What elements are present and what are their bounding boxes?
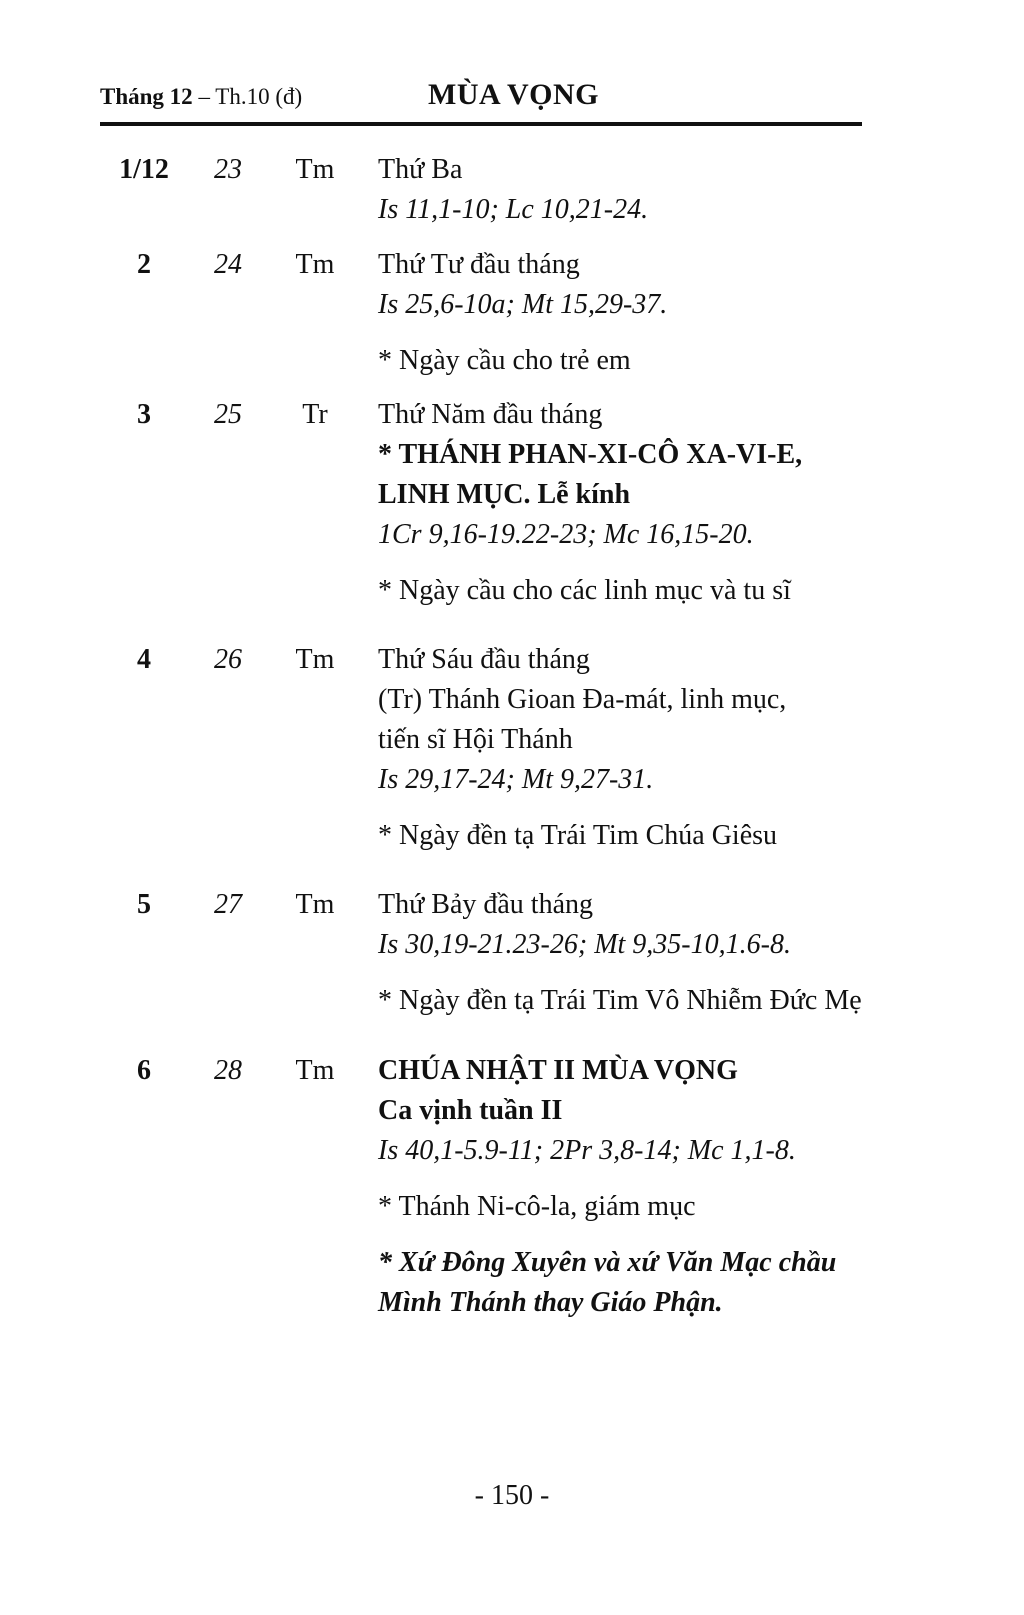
entry-lunar-date: 25 [214,399,242,430]
entry-liturgical-color: Tm [295,644,335,675]
entry-readings: Is 30,19-21.23-26; Mt 9,35-10,1.6-8. [378,929,791,960]
entry-readings: Is 29,17-24; Mt 9,27-31. [378,764,654,795]
entry-feast-title-cont: LINH MỤC. Lễ kính [378,479,631,510]
entry-body [378,247,898,383]
entry-announcement: * Xứ Đông Xuyên và xứ Văn Mạc chầu [378,1247,837,1278]
entry-day: Thứ Ba [378,154,463,185]
entry-date: 6 [137,1055,151,1086]
entry-note: * Ngày đền tạ Trái Tim Vô Nhiễm Đức Mẹ [378,985,862,1016]
entry-day: Thứ Sáu đầu tháng [378,644,590,675]
entry-day: Thứ Năm đầu tháng [378,399,603,430]
entry-note: * Ngày cầu cho các linh mục và tu sĩ [378,575,791,606]
entry-day: Thứ Bảy đầu tháng [378,889,594,920]
entry-readings: Is 11,1-10; Lc 10,21-24. [378,194,649,225]
entry-lunar-date: 24 [214,249,242,280]
month-label: Tháng 12 [100,84,193,109]
entry-date: 5 [137,889,151,920]
entry-announcement-cont: Mình Thánh thay Giáo Phận. [378,1287,723,1318]
entry-day: Thứ Tư đầu tháng [378,249,580,280]
entry-body [378,1053,898,1325]
entry-date: 3 [137,399,151,430]
entry-note: * Thánh Ni-cô-la, giám mục [378,1191,696,1222]
entry-lunar-date: 27 [214,889,242,920]
entry-psalter: Ca vịnh tuần II [378,1095,563,1126]
header-month [100,84,302,110]
entry-feast-title: * THÁNH PHAN-XI-CÔ XA-VI-E, [378,439,803,470]
page-title: MÙA VỌNG [428,78,599,111]
entry-body [378,887,898,1023]
entry-memorial-cont: tiến sĩ Hội Thánh [378,724,573,755]
entry-liturgical-color: Tm [295,1055,335,1086]
entry-lunar-date: 23 [214,154,242,185]
lunar-month-label: – Th.10 (đ) [198,84,303,109]
entry-body [378,152,898,232]
entry-readings: Is 25,6-10a; Mt 15,29-37. [378,289,668,320]
entry-date: 2 [137,249,151,280]
entry-date: 4 [137,644,151,675]
entry-day: CHÚA NHẬT II MÙA VỌNG [378,1055,738,1086]
entry-memorial: (Tr) Thánh Gioan Đa-mát, linh mục, [378,684,787,715]
entry-liturgical-color: Tm [295,249,335,280]
entry-date: 1/12 [119,154,169,185]
header-divider [100,122,862,126]
entry-liturgical-color: Tr [302,399,328,430]
entry-note: * Ngày đền tạ Trái Tim Chúa Giêsu [378,820,778,851]
entry-lunar-date: 26 [214,644,242,675]
entry-liturgical-color: Tm [295,154,335,185]
entry-note: * Ngày cầu cho trẻ em [378,345,631,376]
entry-readings: 1Cr 9,16-19.22-23; Mc 16,15-20. [378,519,754,550]
page-number: - 150 - [474,1480,550,1511]
entry-body [378,642,898,858]
entry-lunar-date: 28 [214,1055,242,1086]
page-header [100,78,862,114]
entry-readings: Is 40,1-5.9-11; 2Pr 3,8-14; Mc 1,1-8. [378,1135,796,1166]
entry-liturgical-color: Tm [295,889,335,920]
entry-body [378,397,898,613]
